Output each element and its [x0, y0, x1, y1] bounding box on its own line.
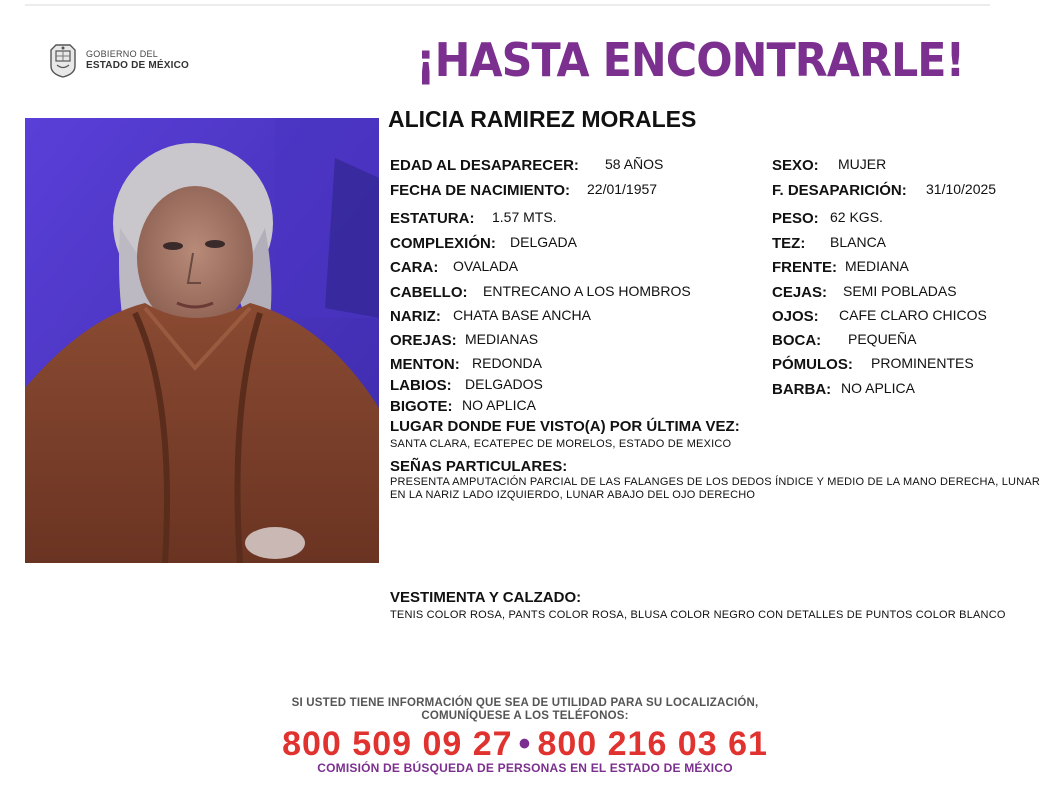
field-label: FRENTE:	[772, 259, 837, 276]
field-label: OJOS:	[772, 308, 819, 325]
field-value: NO APLICA	[462, 397, 536, 413]
field-value: CAFE CLARO CHICOS	[839, 307, 987, 323]
logo-line-1: GOBIERNO DEL	[86, 49, 159, 59]
person-name: ALICIA RAMIREZ MORALES	[388, 106, 697, 132]
state-seal-icon	[48, 42, 78, 78]
field-label: BARBA:	[772, 381, 832, 398]
field-label: MENTON:	[390, 356, 460, 373]
field-value: BLANCA	[830, 234, 887, 250]
field-label: OREJAS:	[390, 332, 457, 349]
logo-line-2: ESTADO DE MÉXICO	[86, 60, 190, 71]
contact-info-line-1: SI USTED TIENE INFORMACIÓN QUE SEA DE UTILIDAD PARA SU LOCALIZACIÓN,	[291, 697, 759, 709]
clothing-label: VESTIMENTA Y CALZADO:	[390, 589, 582, 606]
field-label: FECHA DE NACIMIENTO:	[390, 182, 570, 199]
field-label: PESO:	[772, 210, 819, 227]
field-value: ENTRECANO A LOS HOMBROS	[483, 283, 691, 299]
distinguishing-marks-line-1: PRESENTA AMPUTACIÓN PARCIAL DE LAS FALANGES DE LOS DEDOS ÍNDICE Y MEDIO DE LA MANO DERECHA, LUNAR	[390, 476, 1041, 488]
field-label: CABELLO:	[390, 284, 468, 301]
field-value: MEDIANAS	[465, 331, 539, 347]
field-value: 62 KGS.	[830, 209, 883, 225]
distinguishing-marks-label: SEÑAS PARTICULARES:	[390, 458, 568, 475]
field-value: 58 AÑOS	[605, 156, 664, 172]
phone-separator: •	[518, 725, 532, 763]
field-label: PÓMULOS:	[772, 356, 853, 373]
field-value: SEMI POBLADAS	[843, 283, 957, 299]
field-value: 22/01/1957	[587, 181, 658, 197]
field-value: MUJER	[838, 156, 887, 172]
field-label: COMPLEXIÓN:	[390, 235, 496, 252]
field-value: DELGADA	[510, 234, 577, 250]
field-value: REDONDA	[472, 355, 543, 371]
field-label: F. DESAPARICIÓN:	[772, 182, 907, 199]
field-label: BIGOTE:	[390, 398, 453, 415]
field-label: SEXO:	[772, 157, 819, 174]
field-value: PROMINENTES	[871, 355, 974, 371]
headline: ¡HASTA ENCONTRARLE!	[416, 33, 965, 87]
field-label: CARA:	[390, 259, 439, 276]
field-label: LABIOS:	[390, 377, 452, 394]
distinguishing-marks-line-2: EN LA NARIZ LADO IZQUIERDO, LUNAR ABAJO DEL OJO DERECHO	[390, 489, 756, 501]
field-label: NARIZ:	[390, 308, 441, 325]
field-value: PEQUEÑA	[848, 331, 917, 347]
contact-info-line-2: COMUNÍQUESE A LOS TELÉFONOS:	[421, 710, 629, 722]
field-label: TEZ:	[772, 235, 806, 252]
phone-numbers	[0, 722, 1050, 766]
field-label: ESTATURA:	[390, 210, 475, 227]
contact-info	[0, 697, 1050, 723]
last-seen-label: LUGAR DONDE FUE VISTO(A) POR ÚLTIMA VEZ:	[390, 418, 740, 435]
missing-person-photo	[25, 118, 379, 563]
phone-number-1[interactable]: 800 509 09 27	[282, 725, 513, 763]
commission-name: COMISIÓN DE BÚSQUEDA DE PERSONAS EN EL ESTADO DE MÉXICO	[317, 761, 733, 775]
field-value: 1.57 MTS.	[492, 209, 557, 225]
field-label: EDAD AL DESAPARECER:	[390, 157, 579, 174]
field-value: NO APLICA	[841, 380, 915, 396]
field-value: MEDIANA	[845, 258, 909, 274]
field-value: OVALADA	[453, 258, 519, 274]
clothing-value: TENIS COLOR ROSA, PANTS COLOR ROSA, BLUSA COLOR NEGRO CON DETALLES DE PUNTOS COLOR BLANCO	[390, 609, 1006, 621]
last-seen-value: SANTA CLARA, ECATEPEC DE MORELOS, ESTADO DE MEXICO	[390, 438, 732, 450]
top-divider	[25, 4, 990, 6]
phone-number-2[interactable]: 800 216 03 61	[537, 725, 768, 763]
field-label: CEJAS:	[772, 284, 828, 301]
field-value: CHATA BASE ANCHA	[453, 307, 591, 323]
field-label: BOCA:	[772, 332, 822, 349]
government-logo	[48, 42, 189, 78]
field-value: 31/10/2025	[926, 181, 997, 197]
field-value: DELGADOS	[465, 376, 543, 392]
